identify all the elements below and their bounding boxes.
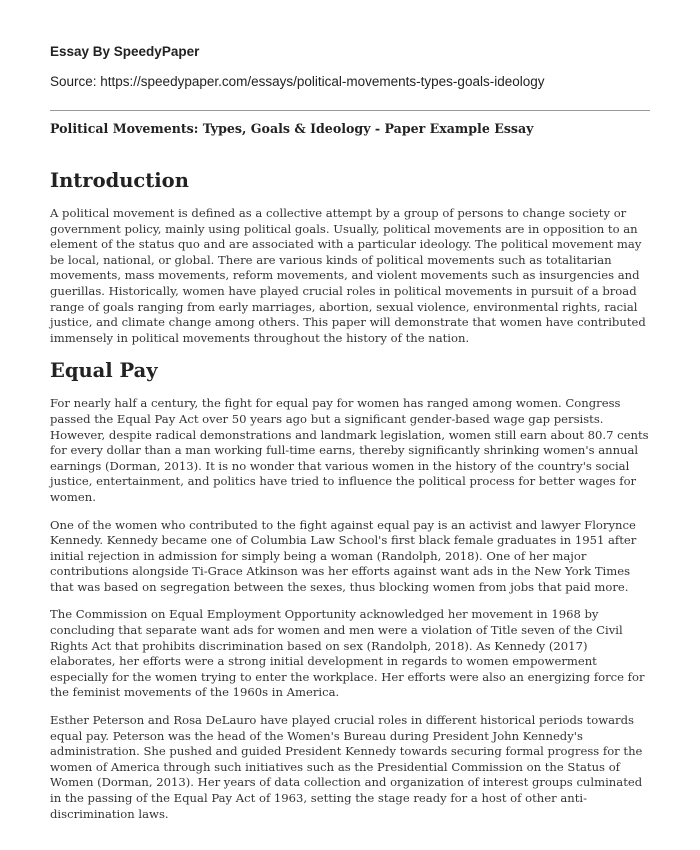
- paragraph: One of the women who contributed to the fight against equal pay is an activist and lawyer Florynce Kennedy. Kennedy became one of Columbia Law School's first black female graduates in 1951 after initial rejection in admission for simply being a woman (Randolph, 2018). One of her major contributions alongside Ti-Grace Atkinson was her efforts against want ads in the New York Times that was based on segregation between the sexes, thus blocking women from jobs that paid more.: [50, 517, 637, 594]
- paragraph: For nearly half a century, the fight for equal pay for women has ranged among women. Congress passed the Equal Pay Act over 50 years ago but a significant gender-based wage gap persists. However, despite radical demonstrations and landmark legislation, women still earn about 80.7 cents for every dollar than a man working full-time earns, thereby significantly shrinking women's annual earnings (Dorman, 2013). It is no wonder that various women in the history of the country's social justice, entertainment, and politics have tried to influence the political process for better wages for women.: [50, 396, 649, 504]
- paragraph: The Commission on Equal Employment Opportunity acknowledged her movement in 1968 by concluding that separate want ads for women and men were a violation of Title seven of the Civil Rights Act that prohibits discrimination based on sex (Randolph, 2018). As Kennedy (2017) elaborates, her efforts were a strong initial development in regards to women empowerment especially for the women trying to enter the workplace. Her efforts were also an energizing force for the feminist movements of the 1960s in America.: [50, 607, 645, 700]
- header-title: Essay By SpeedyPaper: [50, 44, 200, 59]
- section-heading-equal-pay: Equal Pay: [50, 359, 158, 383]
- section-heading-introduction: Introduction: [50, 169, 189, 192]
- paragraph: Esther Peterson and Rosa DeLauro have played crucial roles in different historical periods towards equal pay. Peterson was the head of the Women's Bureau during President John Kennedy's administration. She pushed and guided President Kennedy towards securing formal progress for the women of America through such initiatives such as the Presidential Commission on the Status of Women (Dorman, 2013). Her years of data collection and organization of interest groups culminated in the passing of the Equal Pay Act of 1963, setting the stage ready for a host of other anti-discrimination laws.: [50, 713, 643, 821]
- source-line: Source: https://speedypaper.com/essays/political-movements-types-goals-ideology: [50, 73, 545, 89]
- essay-body: [50, 168, 650, 834]
- header-divider: [50, 110, 650, 111]
- document-title: Political Movements: Types, Goals & Ideology - Paper Example Essay: [50, 121, 534, 136]
- paragraph: A political movement is defined as a collective attempt by a group of persons to change society or government policy, mainly using political goals. Usually, political movements are in opposition to an element of the status quo and are associated with a particular ideology. The political movement may be local, national, or global. There are various kinds of political movements such as totalitarian movements, mass movements, reform movements, and violent movements such as insurgencies and guerillas. Historically, women have played crucial roles in political movements in pursuit of a broad range of goals ranging from early marriages, abortion, sexual violence, environmental rights, racial justice, and climate change among others. This paper will demonstrate that women have contributed immensely in political movements throughout the history of the nation.: [50, 206, 646, 345]
- page-header: [50, 44, 650, 89]
